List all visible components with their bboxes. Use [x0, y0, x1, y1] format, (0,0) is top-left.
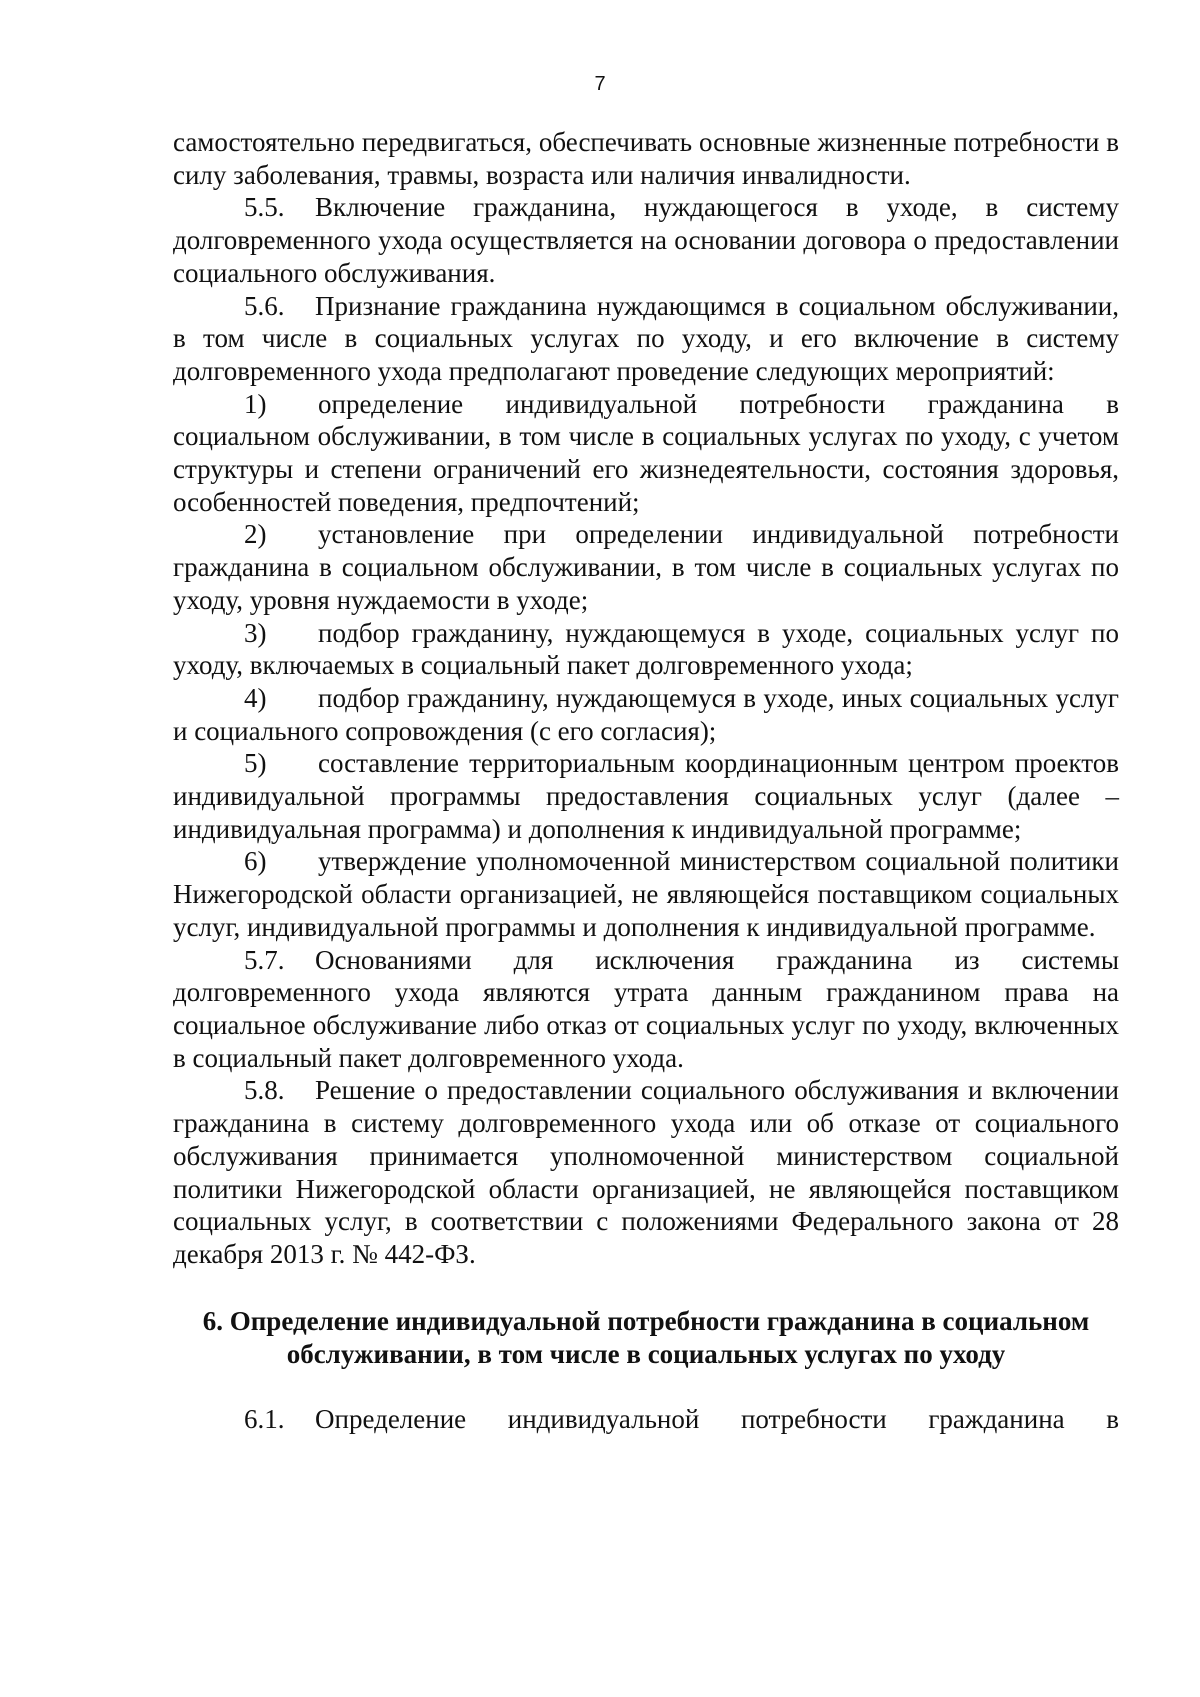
- document-body: [173, 126, 1119, 1435]
- list-item-text: подбор гражданину, нуждающемуся в уходе, социальных услуг по уходу, включаемых в социальный пакет долговременного ухода;: [173, 617, 1119, 681]
- list-item-number: 5): [244, 748, 267, 779]
- list-item-text: утверждение уполномоченной министерством социальной политики Нижегородской области организацией, не являющейся поставщиком социальных услуг, индивидуальной программы и дополнения к индивидуальной программе.: [173, 846, 1119, 942]
- paragraph-continuation: [173, 126, 1119, 191]
- paragraph-text: Решение о предоставлении социального обслуживания и включении гражданина в систему долговременного ухода или об отказе от социального обслуживания принимается уполномоченной министерством социальной политики Нижегородской области организацией, не являющейся поставщиком социальных услуг, в соответствии с положениями Федерального закона от 28 декабря 2013 г. № 442-ФЗ.: [173, 1075, 1119, 1269]
- section-heading-line-1: 6. Определение индивидуальной потребности гражданина в социальном: [202, 1305, 1090, 1336]
- list-item-5: [173, 747, 1119, 845]
- list-item-number: 1): [244, 388, 267, 419]
- list-item-4: [173, 682, 1119, 747]
- paragraph-5-7: [173, 944, 1119, 1075]
- paragraph-text: Включение гражданина, нуждающегося в уходе, в систему долговременного ухода осуществляется на основании договора о предоставлении социального обслуживания.: [173, 192, 1119, 288]
- section-heading-line-2: обслуживании, в том числе в социальных услугах по уходу: [286, 1338, 1006, 1369]
- list-item-number: 3): [244, 617, 267, 648]
- paragraph-6-1: [173, 1403, 1119, 1436]
- paragraph-number: 6.1.: [244, 1403, 285, 1434]
- list-item-6: [173, 845, 1119, 943]
- paragraph-5-5: [173, 191, 1119, 289]
- list-item-text: подбор гражданину, нуждающемуся в уходе, иных социальных услуг и социального сопровождения (с его согласия);: [173, 682, 1119, 746]
- paragraph-number: 5.7.: [244, 944, 285, 975]
- list-item-text: определение индивидуальной потребности гражданина в социальном обслуживании, в том числе в социальных услугах по уходу, с учетом структуры и степени ограничений его жизнедеятельности, состояния здоровья, особенностей поведения, предпочтений;: [173, 388, 1119, 517]
- paragraph-number: 5.6.: [244, 290, 285, 321]
- paragraph-text: Признание гражданина нуждающимся в социальном обслуживании, в том числе в социальных услугах по уходу, и его включение в систему долговременного ухода предполагают проведение следующих мероприятий:: [173, 290, 1119, 386]
- list-item-1: [173, 388, 1119, 519]
- paragraph-text: Основаниями для исключения гражданина из системы долговременного ухода являются утрата данным гражданином права на социальное обслуживание либо отказ от социальных услуг по уходу, включенных в социальный пакет долговременного ухода.: [173, 944, 1119, 1073]
- paragraph-5-6: [173, 290, 1119, 388]
- paragraph-text: самостоятельно передвигаться, обеспечивать основные жизненные потребности в силу заболевания, травмы, возраста или наличия инвалидности.: [173, 127, 1119, 190]
- list-item-number: 2): [244, 519, 267, 550]
- list-item-number: 4): [244, 682, 267, 713]
- paragraph-number: 5.5.: [244, 192, 285, 223]
- section-heading: [173, 1305, 1119, 1371]
- paragraph-number: 5.8.: [244, 1075, 285, 1106]
- list-item-3: [173, 617, 1119, 682]
- paragraph-text: Определение индивидуальной потребности гражданина в: [315, 1403, 1119, 1434]
- paragraph-5-8: [173, 1074, 1119, 1270]
- list-item-2: [173, 518, 1119, 616]
- list-item-text: составление территориальным координационным центром проектов индивидуальной программы предоставления социальных услуг (далее – индивидуальная программа) и дополнения к индивидуальной программе;: [173, 748, 1119, 844]
- list-item-text: установление при определении индивидуальной потребности гражданина в социальном обслуживании, в том числе в социальных услугах по уходу, уровня нуждаемости в уходе;: [173, 519, 1119, 615]
- list-item-number: 6): [244, 846, 267, 877]
- page-number: 7: [594, 73, 606, 95]
